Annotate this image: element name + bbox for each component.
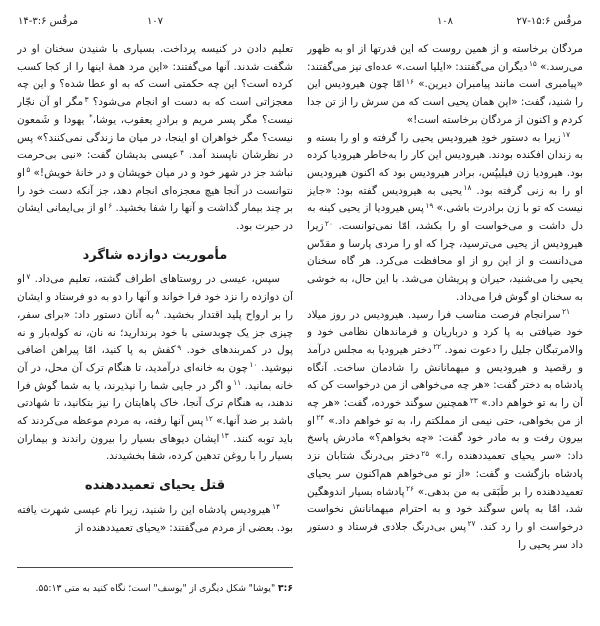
verse-number: ۱۶ xyxy=(406,76,414,86)
scripture-paragraph: $^{۱۴}$هیرودیس پادشاه این را شنید، زیرا نام عیسی شهرت یافته بود. بعضی از مردم می‌گفتند: «یحیای تعمیددهنده از xyxy=(17,502,293,534)
verse-number: ۷ xyxy=(26,271,31,281)
scripture-paragraph: $^{۲۱}$سرانجام فرصت مناسب فرا رسید. هیرودیس در روز میلاد خود ضیافتی به پا کرد و درباریان و فرماندهان نظامی خود و والامرتبگان جلیل را دعوت نمود. $^{۲۲}$دختر هیرودیا به مجلس درآمد و رقصید و هیرودیس و میهمانانش را شادمان ساخت. آنگاه پادشاه به دختر گفت: «هر چه می‌خواهی از من درخواست کن که آن را به تو خواهم داد.» $^{۲۳}$همچنین سوگند خورده، گفت: «هر چه از من بخواهی، حتی نیمی از مملکتم را، به تو خواهم داد.» $^{۲۴}$او بیرون رفت و به مادر خود گفت: «چه بخواهم؟» مادرش پاسخ داد: «سر یحیای تعمیددهنده را.» $^{۲۵}$دختر بی‌درنگ شتابان نزد پادشاه بازگشت و گفت: «از تو می‌خواهم هم‌اکنون سر یحیای تعمیددهنده را بر طَبَقی به من بدهی.» $^{۲۶}$پادشاه بسیار اندوهگین شد، امّا به پاس سوگند خود و به احترام میهمانانش نخواست درخواست او را رد کند. $^{۲۷}$پس بی‌درنگ جلادی فرستاد و دستور داد سر یحیی را xyxy=(307,307,583,551)
running-head-reference-left: مرقُس ۶‏:‏۳‏-‏۱۴ xyxy=(18,16,79,27)
verse-number: ۵ xyxy=(26,165,31,175)
page-number-107: ۱۰۷ xyxy=(146,16,164,27)
verse-number: ۱۸ xyxy=(463,183,472,193)
verse-number: ۱۴ xyxy=(272,502,280,512)
verse-number: ۲۶ xyxy=(406,484,414,494)
page-number-108: ۱۰۸ xyxy=(436,16,454,27)
verse-number: ۱۰ xyxy=(249,360,258,370)
section-heading: قتل یحیای تعمیددهنده xyxy=(84,478,226,494)
verse-number: ۶ xyxy=(108,200,113,210)
page-107-text-column xyxy=(17,41,293,611)
verse-number: ۲۵ xyxy=(421,448,430,458)
verse-number: ۱۲ xyxy=(204,413,213,423)
footnote-verse-reference: ۶‏:‏۳ xyxy=(277,583,293,594)
verse-number: ۸ xyxy=(155,307,160,317)
verse-number: ۱۳ xyxy=(220,431,229,441)
verse-number: ۱۷ xyxy=(562,130,570,140)
footnote-text xyxy=(17,582,293,595)
verse-number: ۱۵ xyxy=(529,59,537,69)
scripture-paragraph: سپس، عیسی در روستاهای اطراف گشته، تعلیم می‌داد. $^۷$او آن دوازده را نزد خود فرا خواند و آنها را دو به دو فرستاد و ایشان را بر ارواح پلید اقتدار بخشید. $^۸$به آنان دستور داد: «برای سفر، چیزی جز یک چوبدستی با خود برندارید؛ نه نان، نه کوله‌بار و نه پول در کمربندهای خود. $^۹$کفش به پا کنید، امّا پیراهن اضافی نپوشید. $^{۱۰}$چون به خانه‌ای درآمدید، تا هنگام ترک آن محل، در آن خانه بمانید. $^{۱۱}$و اگر در جایی شما را نپذیرند، یا به شما گوش فرا ندهند، به هنگام ترک آنجا، خاک پاهایتان را نیز بتکانید، تا شهادتی باشد بر ضد آنها.» $^{۱۲}$پس آنها رفته، به مردم موعظه می‌کردند که باید توبه کنند. $^{۱۳}$ایشان دیوهای بسیار را بیرون راندند و بیماران بسیار را با روغن تدهین کرده، شفا بخشیدند. xyxy=(17,271,293,463)
scripture-paragraph: مردگان برخاسته و از همین روست که این قدرتها از او به ظهور می‌رسد.» $^{۱۵}$دیگران می‌گفتند: «ایلیا است.» عده‌ای نیز می‌گفتند: «پیامبری است مانند پیامبران دیرین.» $^{۱۶}$امّا چون هیرودیس این را شنید، گفت: «این همان یحیی است که من سرش را از تن جدا کردم و اکنون از مردگان برخاسته است!» xyxy=(307,43,583,126)
verse-number: ۲۷ xyxy=(467,519,476,529)
verse-number: ۲۰ xyxy=(325,218,333,228)
footnote-marker: * xyxy=(89,111,93,121)
verse-number: ۱۹ xyxy=(425,200,434,210)
verse-number: ۱۱ xyxy=(233,378,242,388)
verse-number: ۴ xyxy=(180,147,185,157)
page-108-text-column xyxy=(307,41,583,611)
verse-number: ۲۴ xyxy=(316,413,325,423)
scripture-paragraph: $^{۱۷}$زیرا به دستور خودِ هیرودیس یحیی را گرفته و او را بسته و به زندان افکنده بودند. هیرودیس این کار را به‌خاطر هیرودیا کرده بود. هیرودیا زن فیلیپُس، برادر هیرودیس بود که اکنون هیرودیس او را به زنی گرفته بود. $^{۱۸}$یحیی به هیرودیس گفته بود: «جایز نیست که تو با زن برادرت باشی.» $^{۱۹}$پس هیرودیا از یحیی کینه به دل داشت و می‌خواست او را بکشد، امّا نمی‌توانست. $^{۲۰}$زیرا هیرودیس از یحیی می‌ترسید، چرا که او را مردی پارسا و مقدّس می‌دانست و از این رو از او محافظت می‌کرد. هر گاه سخنان یحیی را می‌شنید، حیران و پریشان می‌شد. با این حال، به خوشی به سخنان او گوش فرا می‌داد. xyxy=(307,130,583,303)
footnote-divider xyxy=(17,567,293,568)
verse-number: ۲۲ xyxy=(433,342,442,352)
scripture-paragraph: تعلیم دادن در کنیسه پرداخت. بسیاری با شنیدن سخنان او در شگفت شدند. آنها می‌گفتند: «این مرد همهٔ اینها را از کجا کسب کرده است؟ این چه حکمتی است که به او عطا شده؟ و این چه معجزاتی است که به دست او انجام می‌شود؟ $^۳$مگر او آن نجّار نیست؟ مگر پسر مریم و برادرِ یعقوب، یوشا،* یهودا و شَمعون نیست؟ مگر خواهران او اینجا، در میان ما زندگی نمی‌کنند؟» پس در نظرشان ناپسند آمد. $^۴$عیسی بدیشان گفت: «نبی بی‌حرمت نباشد جز در شهر خود و در میان خویشان و در خانهٔ خویش!» $^۵$او نتوانست در آنجا هیچ معجزه‌ای انجام دهد، جز آنکه دست خود را بر چند بیمار گذاشت و آنها را شفا بخشید. $^۶$او از بی‌ایمانی ایشان در حیرت بود. xyxy=(17,43,293,233)
running-head xyxy=(0,16,600,31)
footnote-body: "یوشا" شکل دیگری از "یوسف" است؛ نگاه کنید به متی ۱۳‏:‏۵۵. xyxy=(35,583,276,594)
running-head-reference-right: مرقُس ۶‏:‏۱۵‏-‏۲۷ xyxy=(516,16,582,27)
verse-number: ۲۱ xyxy=(562,307,570,317)
footnote xyxy=(17,567,293,595)
verse-number: ۲۳ xyxy=(469,395,478,405)
verse-number: ۳ xyxy=(84,94,89,104)
verse-number: ۹ xyxy=(177,342,182,352)
section-heading: مأموریت دوازده شاگرد xyxy=(82,247,228,263)
